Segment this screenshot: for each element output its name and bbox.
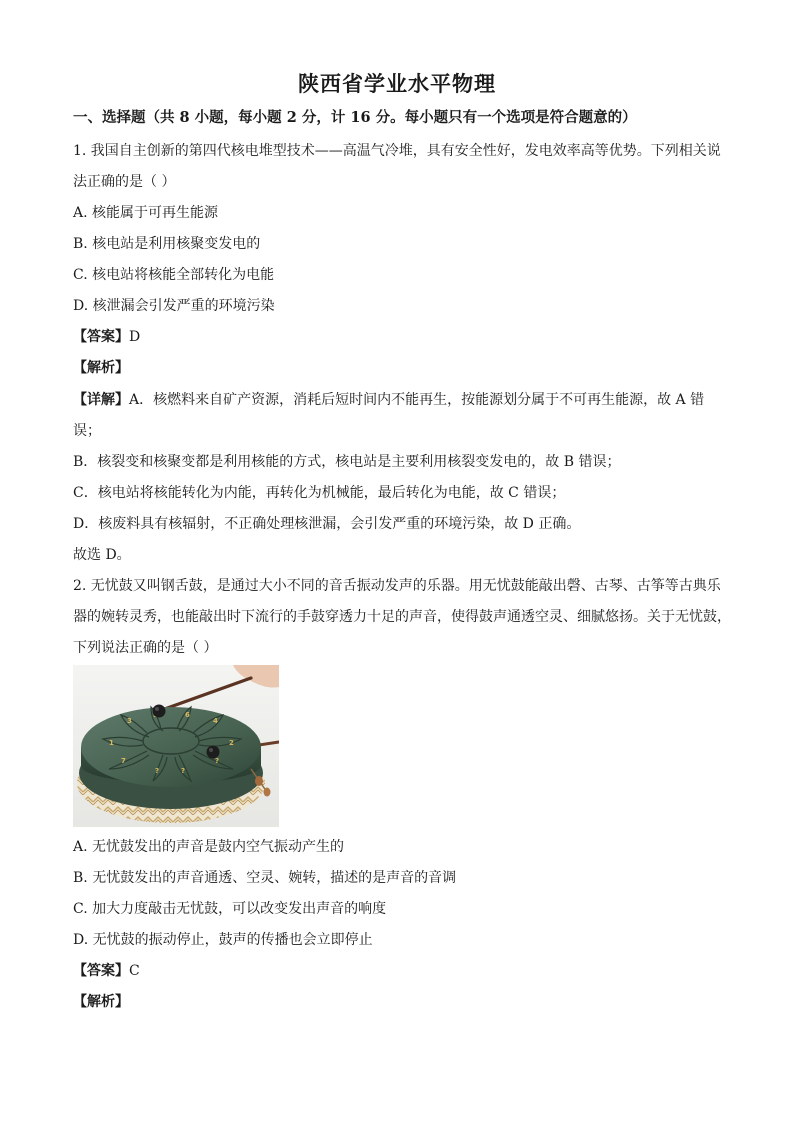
q1-detail-c: C．核电站将核能转化为内能，再转化为机械能，最后转化为电能，故 C 错误； <box>73 485 566 501</box>
q1-option-c: C. 核电站将核能全部转化为电能 <box>73 267 275 283</box>
page-title: 陕西省学业水平物理 <box>298 71 496 96</box>
q2-stem-line2: 器的婉转灵秀，也能敲出时下流行的手鼓穿透力十足的声音，使得鼓声通透空灵、细腻悠扬。关于无忧鼓， <box>73 609 731 625</box>
steel-tongue-drum-photo <box>73 665 279 827</box>
detail-label: 【详解】 <box>73 392 129 408</box>
q2-option-d: D. 无忧鼓的振动停止，鼓声的传播也会立即停止 <box>73 932 373 948</box>
svg-text:?: ? <box>215 757 220 765</box>
q1-analysis-label: 【解析】 <box>73 360 129 376</box>
svg-text:2: 2 <box>229 739 234 747</box>
q1-stem-line2: 法正确的是（ ） <box>73 174 176 190</box>
q2-stem-line1: 2. 无忧鼓又叫钢舌鼓，是通过大小不同的音舌振动发声的乐器。用无忧鼓能敲出磬、古琴、古筝等古典乐 <box>73 578 721 594</box>
q1-detail-line2: 误； <box>73 423 101 439</box>
svg-text:1: 1 <box>109 739 114 747</box>
answer-value: C <box>129 963 140 979</box>
answer-label: 【答案】 <box>73 329 129 345</box>
answer-value: D <box>129 329 141 345</box>
q1-detail-d: D．核废料具有核辐射，不正确处理核泄漏，会引发严重的环境污染，故 D 正确。 <box>73 516 581 532</box>
detail-text: A．核燃料来自矿产资源，消耗后短时间内不能再生，按能源划分属于不可再生能源，故 A 错 <box>129 392 705 408</box>
svg-text:6: 6 <box>185 711 190 719</box>
q1-conclusion: 故选 D。 <box>73 547 131 563</box>
q2-analysis-label: 【解析】 <box>73 994 129 1010</box>
svg-text:7: 7 <box>121 757 126 765</box>
q1-option-a: A. 核能属于可再生能源 <box>73 205 219 221</box>
q2-option-a: A. 无忧鼓发出的声音是鼓内空气振动产生的 <box>73 839 345 855</box>
svg-text:4: 4 <box>213 717 218 725</box>
svg-text:3: 3 <box>127 717 132 725</box>
svg-text:?: ? <box>155 767 160 775</box>
q2-stem-line3: 下列说法正确的是（ ） <box>73 640 218 656</box>
q1-detail-line1 <box>73 391 704 409</box>
svg-text:?: ? <box>181 767 186 775</box>
q1-stem-line1: 1. 我国自主创新的第四代核电堆型技术——高温气冷堆，具有安全性好，发电效率高等优势。下列相关说 <box>73 143 721 159</box>
q1-answer <box>73 328 140 346</box>
q2-option-c: C. 加大力度敲击无忧鼓，可以改变发出声音的响度 <box>73 901 387 917</box>
q2-answer <box>73 962 140 980</box>
section-header: 一、选择题（共 8 小题，每小题 2 分，计 16 分。每小题只有一个选项是符合题意的） <box>73 109 637 126</box>
answer-label: 【答案】 <box>73 963 129 979</box>
q1-option-b: B. 核电站是利用核聚变发电的 <box>73 236 261 252</box>
q1-option-d: D. 核泄漏会引发严重的环境污染 <box>73 298 275 314</box>
q1-detail-b: B．核裂变和核聚变都是利用核能的方式，核电站是主要利用核裂变发电的，故 B 错误； <box>73 454 621 470</box>
q2-option-b: B. 无忧鼓发出的声音通透、空灵、婉转，描述的是声音的音调 <box>73 870 457 886</box>
